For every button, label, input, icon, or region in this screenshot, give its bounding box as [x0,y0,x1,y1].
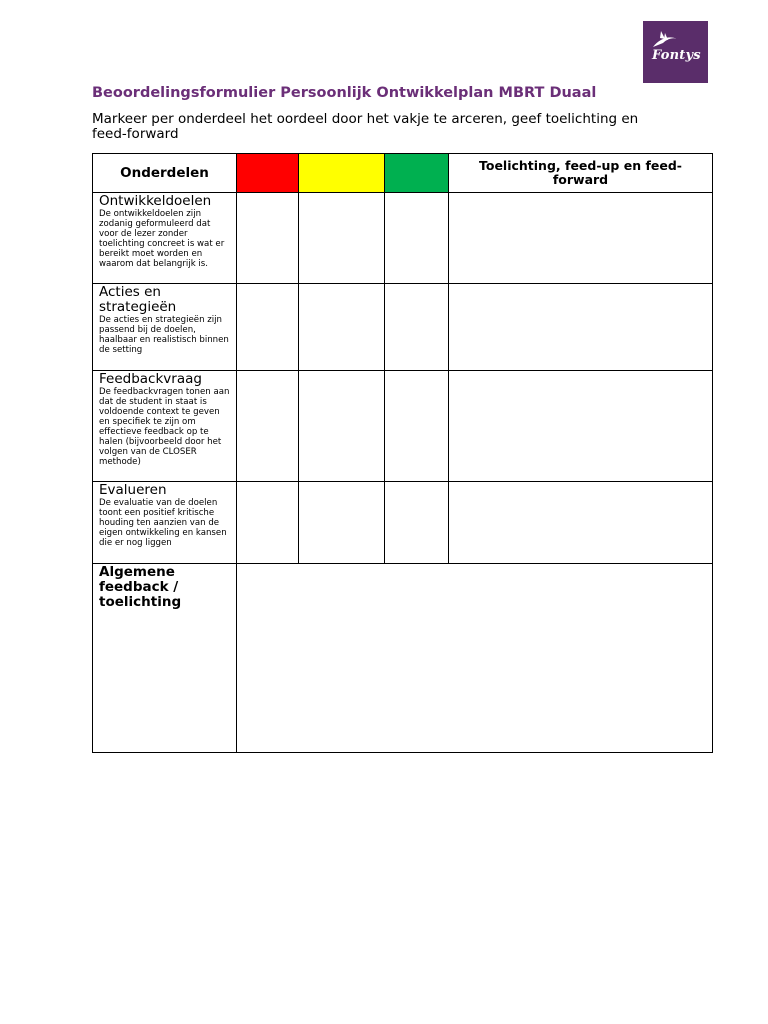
criterion-cell [93,482,237,564]
rating-cell-red[interactable] [237,371,299,482]
criterion-cell [93,371,237,482]
general-feedback-label: Algemene feedback / toelichting [99,564,182,610]
toelichting-cell[interactable] [449,284,713,371]
rating-cell-yellow[interactable] [299,371,385,482]
logo-text: Fontys [652,48,701,63]
rating-cell-red[interactable] [237,193,299,284]
rating-green-swatch [385,154,449,193]
toelichting-cell[interactable] [449,371,713,482]
rating-cell-red[interactable] [237,482,299,564]
general-feedback-row [93,564,713,753]
criterion-row [93,482,713,564]
rating-cell-green[interactable] [385,284,449,371]
criterion-description: De feedbackvragen tonen aan dat de student in staat is voldoende context te geven en specifiek te zijn om effectieve feedback op te halen (bijvoorbeeld door het volgen van de CLOSER methode) [99,387,230,467]
column-header-toelichting: Toelichting, feed-up en feed-forward [449,154,713,193]
rating-cell-green[interactable] [385,193,449,284]
criterion-description: De evaluatie van de doelen toont een positief kritische houding ten aanzien van de eigen ontwikkeling en kansen die er nog liggen [99,498,227,548]
criterion-title: Feedbackvraag [99,371,202,387]
general-feedback-field[interactable] [237,564,713,753]
rating-cell-green[interactable] [385,482,449,564]
rating-cell-green[interactable] [385,371,449,482]
criterion-row [93,371,713,482]
column-header-onderdelen: Onderdelen [93,154,237,193]
rating-cell-yellow[interactable] [299,193,385,284]
criterion-row [93,284,713,371]
criterion-cell [93,193,237,284]
toelichting-cell[interactable] [449,482,713,564]
instruction-text: Markeer per onderdeel het oordeel door het vakje te arceren, geef toelichting en feed-forward [92,111,639,142]
criterion-row [93,193,713,284]
page-title: Beoordelingsformulier Persoonlijk Ontwikkelplan MBRT Duaal [92,85,597,101]
criterion-title: Ontwikkeldoelen [99,193,212,209]
toelichting-cell[interactable] [449,193,713,284]
assessment-table [92,153,713,753]
rating-cell-red[interactable] [237,284,299,371]
criterion-description: De acties en strategieën zijn passend bij de doelen, haalbaar en realistisch binnen de setting [99,315,229,355]
rating-yellow-swatch [299,154,385,193]
fontys-logo [643,21,708,83]
criterion-cell [93,284,237,371]
rating-cell-yellow[interactable] [299,284,385,371]
criterion-title: Evalueren [99,482,167,498]
criterion-description: De ontwikkeldoelen zijn zodanig geformuleerd dat voor de lezer zonder toelichting concreet is wat er bereikt moet worden en waarom dat belangrijk is. [99,209,225,269]
rating-red-swatch [237,154,299,193]
header-row [93,154,713,193]
rating-cell-yellow[interactable] [299,482,385,564]
criterion-title: Acties en strategieën [99,284,177,315]
general-feedback-label-cell [93,564,237,753]
